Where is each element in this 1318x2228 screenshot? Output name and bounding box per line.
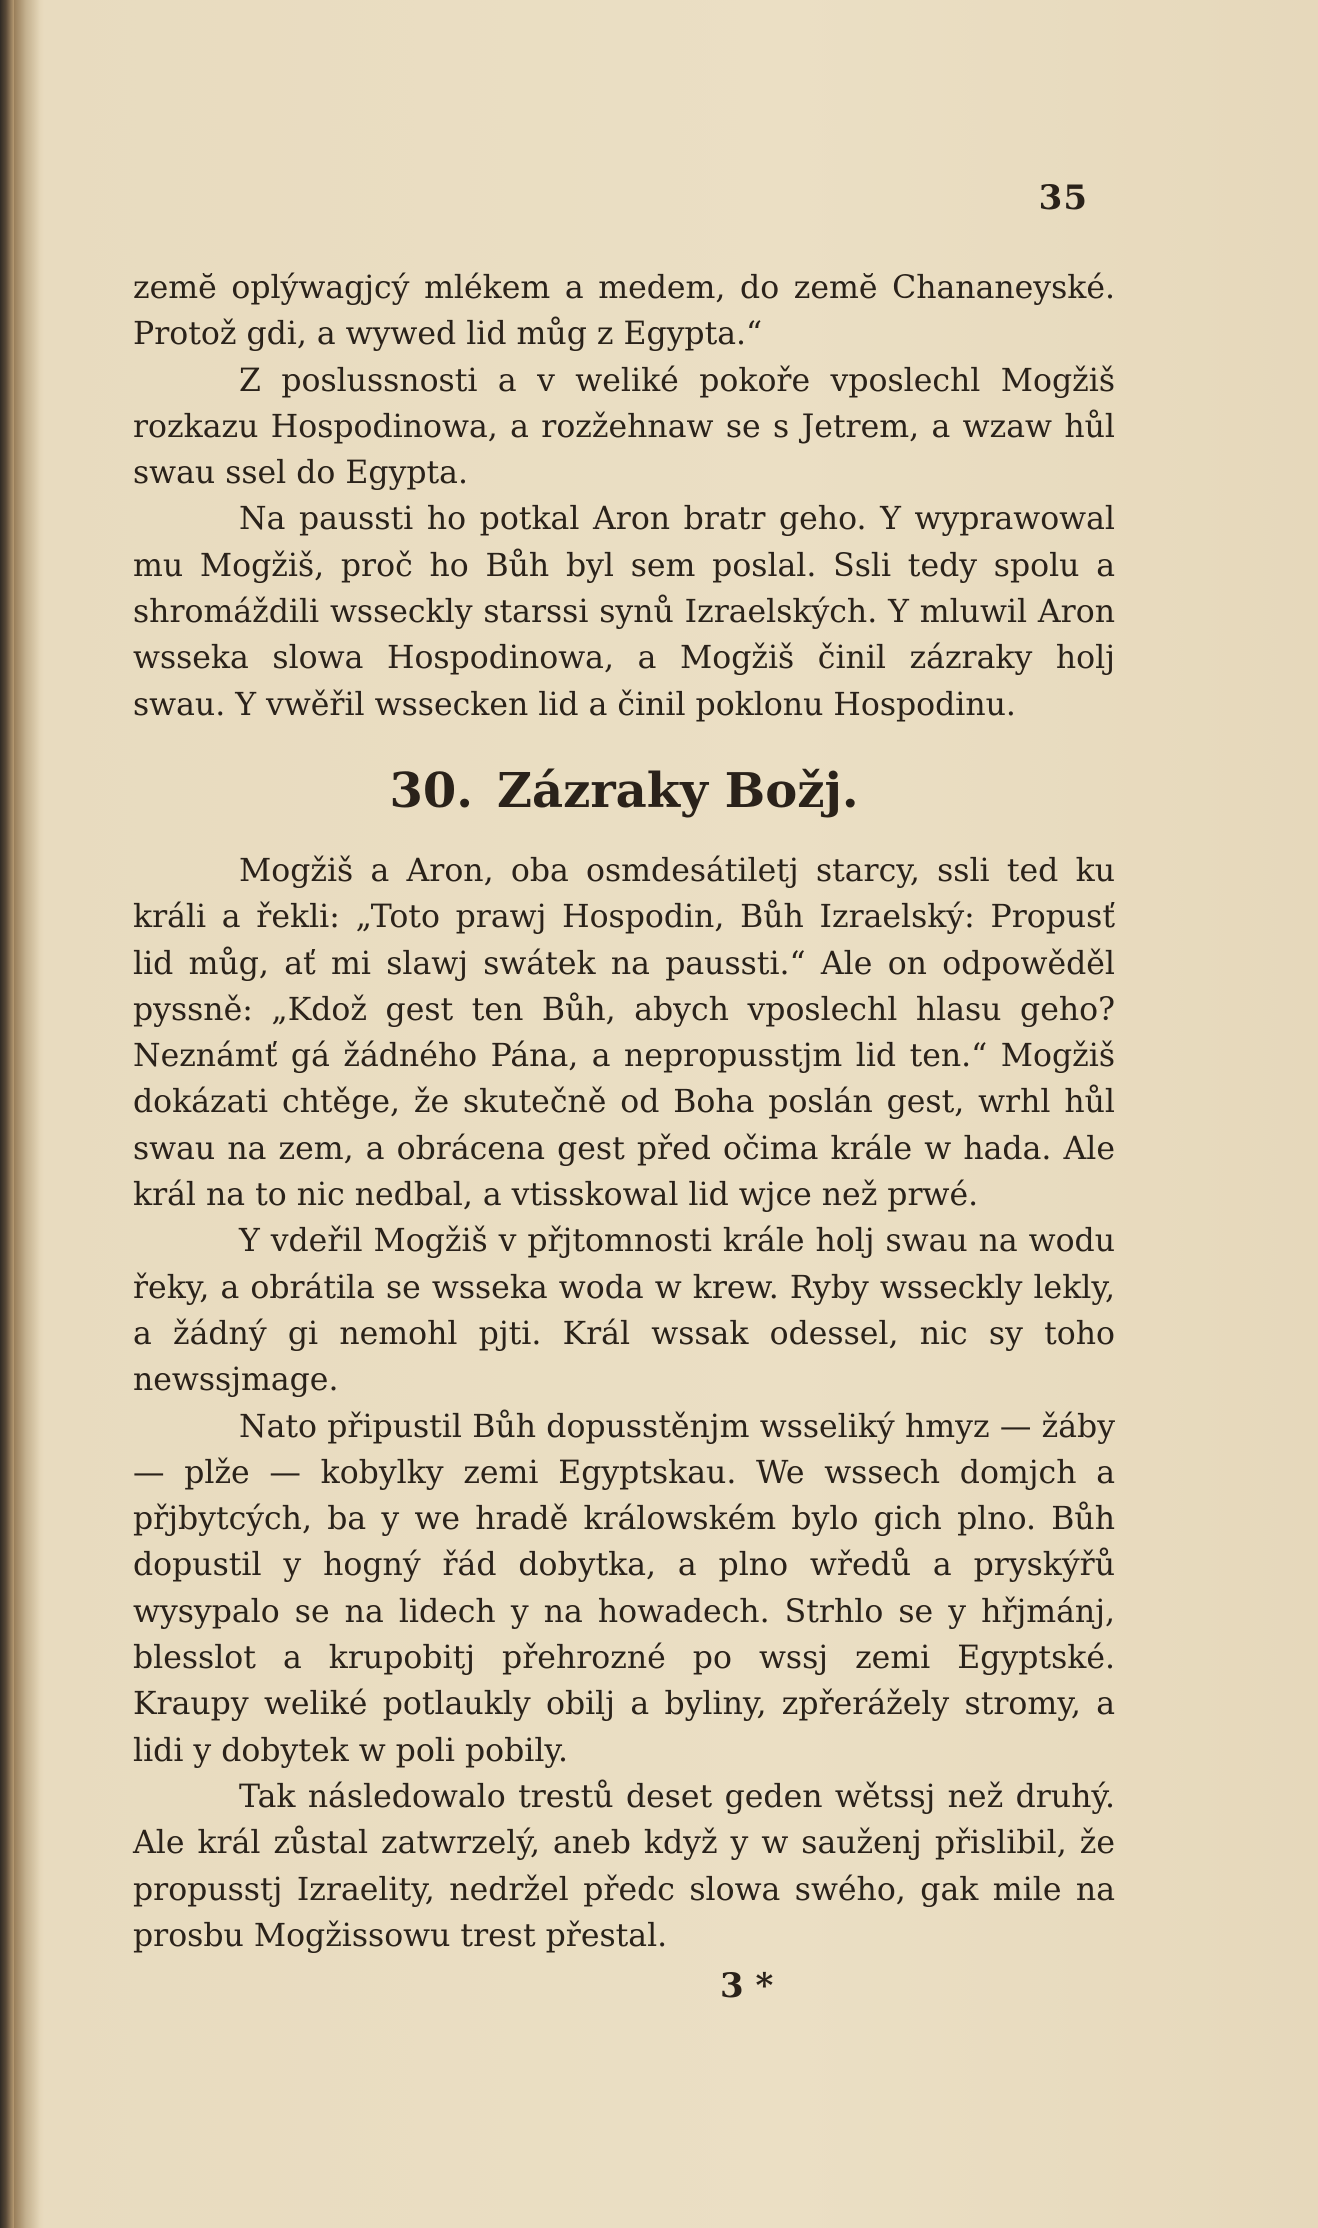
paragraph: Nato připustil Bůh dopusstěnjm wsseliký hmyz — žáby — plže — kobylky zemi Egyptskau. We wssech domjch a přjbytcých, ba y we hradě králowském bylo gich plno. Bůh dopustil y hogný řád dobytka, a plno wředů a pryskýřů wysypalo se na lidech y na howadech. Strhlo se y hřjmánj, blesslot a krupobitj přehrozné po wssj zemi Egyptské. Kraupy weliké potlaukly obilj a byliny, zpřerážely stromy, a lidi y dobytek w poli pobily.: [133, 1408, 1115, 1769]
chapter-number: 30.: [389, 762, 473, 819]
paragraph: Y vdeřil Mogžiš v přjtomnosti krále holj swau na wodu řeky, a obrátila se wsseka woda w krew. Ryby wsseckly lekly, a žádný gi nemohl pjti. Král wssak odessel, nic sy toho newssjmage.: [133, 1223, 1115, 1399]
chapter-heading: [133, 764, 1115, 818]
paragraph: Mogžiš a Aron, oba osmdesátiletj starcy, ssli ted ku králi a řekli: „Toto prawj Hospodin, Bůh Izraelský: Propusť lid můg, ať mi slawj swátek na paussti.“ Ale on odpowěděl pyssně: „Kdož gest ten Bůh, abych vposlechl hlasu geho? Neznámť gá žádného Pána, a nepropusstjm lid ten.“ Mogžiš dokázati chtěge, že skutečně od Boha poslán gest, wrhl hůl swau na zem, a obrácena gest před očima krále w hada. Ale král na to nic nedbal, a vtisskowal lid wjce než prwé.: [133, 852, 1115, 1214]
spine-shadow: [14, 0, 40, 2228]
page-number: 35: [1038, 178, 1088, 218]
paragraph: Na paussti ho potkal Aron bratr geho. Y wyprawowal mu Mogžiš, proč ho Bůh byl sem poslal. Ssli tedy spolu a shromáždili wsseckly starssi synů Izraelských. Y mluwil Aron wsseka slowa Hospodinowa, a Mogžiš činil zázraky holj swau. Y vwěřil wssecken lid a činil poklonu Hospodinu.: [133, 501, 1115, 723]
paragraph: Z poslussnosti a v weliké pokoře vposlechl Mogžiš rozkazu Hospodinowa, a rozžehnaw se s Jetrem, a wzaw hůl swau ssel do Egypta.: [133, 362, 1115, 492]
chapter-title: Zázraky Božj.: [496, 762, 859, 819]
signature-mark: 3 *: [720, 1966, 774, 2006]
paragraph: Tak následowalo trestů deset geden wětssj než druhý. Ale král zůstal zatwrzelý, aneb když y w sauženj přislibil, že propusstj Izraelity, nedržel předc slowa swého, gak mile na prosbu Mogžissowu trest přestal.: [133, 1778, 1115, 1954]
text-block: [133, 265, 1115, 1959]
paragraph-continued: zemĕ oplýwagjcý mlékem a medem, do zemĕ Chananeyské. Protož gdi, a wywed lid můg z Egypta.“: [133, 270, 1115, 353]
